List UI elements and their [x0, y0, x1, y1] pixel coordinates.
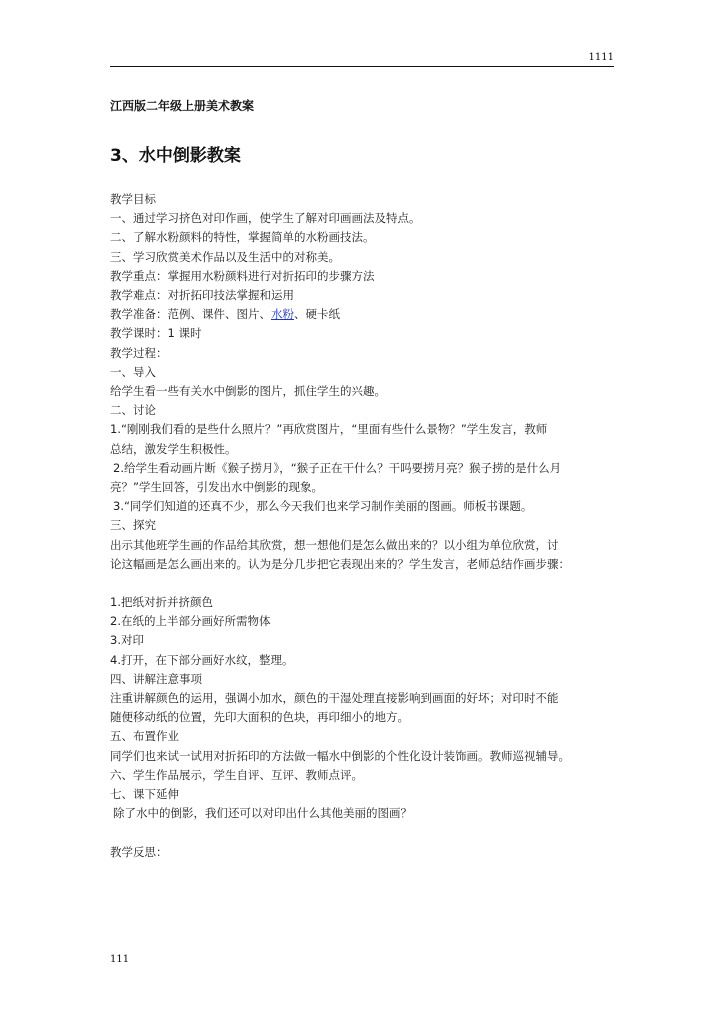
process-heading: 教学过程：	[110, 345, 168, 360]
section-extension-heading: 七、课下延伸	[110, 787, 179, 802]
objective-1: 一、通过学习挤色对印作画，使学生了解对印画画法及特点。	[110, 211, 421, 226]
preparation-suffix: 、硬卡纸	[294, 307, 340, 322]
step-4: 4.打开，在下部分画好水纹，整理。	[110, 652, 294, 667]
difficulty: 教学难点：对折拓印技法掌握和运用	[110, 288, 294, 303]
section-discussion-heading: 二、讨论	[110, 403, 156, 418]
step-3: 3.对印	[110, 633, 144, 648]
page-title: 3、水中倒影教案	[110, 146, 241, 166]
step-1: 1.把纸对折并挤颜色	[110, 595, 213, 610]
watercolor-link[interactable]: 水粉	[271, 307, 294, 322]
section-notes-heading: 四、讲解注意事项	[110, 671, 202, 686]
header-page-number: 1111	[588, 52, 614, 63]
key-point: 教学重点：掌握用水粉颜料进行对折拓印的步骤方法	[110, 268, 375, 283]
blank-line	[110, 824, 616, 843]
explore-line-1: 出示其他班学生画的作品给其欣赏，想一想他们是怎么做出来的？以小组为单位欣赏，讨	[110, 537, 559, 552]
footer-page-number: 111	[110, 954, 130, 965]
document-subject: 江西版二年级上册美术教案	[110, 99, 255, 113]
lesson-body	[110, 190, 616, 862]
extension-text: 除了水中的倒影，我们还可以对印出什么其他美丽的图画？	[113, 806, 412, 821]
step-2: 2.在纸的上半部分画好所需物体	[110, 614, 271, 629]
section-homework-heading: 五、布置作业	[110, 729, 179, 744]
discussion-3: 3.“同学们知道的还真不少，那么今天我们也来学习制作美丽的图画。师板书课题。	[113, 499, 533, 514]
section-intro-text: 给学生看一些有关水中倒影的图片，抓住学生的兴趣。	[110, 384, 386, 399]
header-divider	[110, 66, 614, 67]
objective-2: 二、了解水粉颜料的特性，掌握简单的水粉画技法。	[110, 230, 375, 245]
section-intro-heading: 一、导入	[110, 364, 156, 379]
section-explore-heading: 三、探究	[110, 518, 156, 533]
blank-line	[110, 574, 616, 593]
class-hours: 教学课时：1 课时	[110, 326, 202, 341]
section-showcase: 六、学生作品展示，学生自评、互评、教师点评。	[110, 767, 363, 782]
discussion-1-line-2: 总结，激发学生积极性。	[110, 441, 237, 456]
homework-text: 同学们也来试一试用对折拓印的方法做一幅水中倒影的个性化设计装饰画。教师巡视辅导。	[110, 748, 570, 763]
explore-line-2: 论这幅画是怎么画出来的。认为是分几步把它表现出来的？学生发言，老师总结作画步骤：	[110, 556, 570, 571]
discussion-1-line-1: 1.“刚刚我们看的是些什么照片？”再欣赏图片，“里面有些什么景物？”学生发言，教师	[110, 422, 548, 437]
objectives-heading: 教学目标	[110, 192, 156, 206]
reflection-heading: 教学反思：	[110, 844, 168, 859]
notes-line-2: 随便移动纸的位置，先印大面积的色块，再印细小的地方。	[110, 710, 409, 725]
notes-line-1: 注重讲解颜色的运用，强调小加水，颜色的干湿处理直接影响到画面的好坏；对印时不能	[110, 691, 559, 706]
objective-3: 三、学习欣赏美术作品以及生活中的对称美。	[110, 249, 340, 264]
discussion-2-line-1: 2.给学生看动画片断《猴子捞月》，“猴子正在干什么？干吗要捞月亮？猴子捞的是什么月	[113, 460, 562, 475]
preparation-prefix: 教学准备：范例、课件、图片、	[110, 307, 271, 322]
discussion-2-line-2: 亮？”学生回答，引发出水中倒影的现象。	[110, 480, 323, 495]
preparation	[110, 305, 616, 324]
